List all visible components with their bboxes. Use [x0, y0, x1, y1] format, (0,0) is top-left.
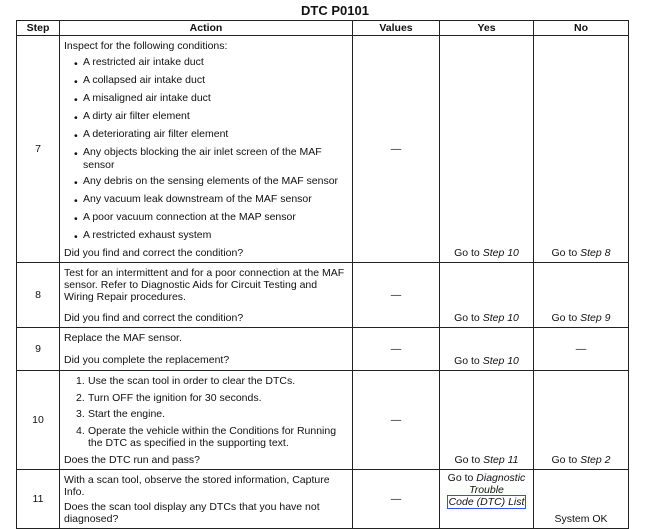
header-action: Action — [60, 21, 353, 36]
values-cell: — — [353, 469, 440, 528]
dtc-list-link[interactable]: Code (DTC) List — [448, 495, 525, 508]
yes-step-link[interactable]: Step 10 — [482, 355, 519, 367]
bullet-icon: • — [74, 213, 78, 225]
action-cell — [60, 36, 353, 263]
yes-cell: Go to Step 11 — [440, 371, 534, 470]
action-cell — [60, 469, 353, 528]
step-number: 10 — [17, 371, 60, 470]
action-cell — [60, 263, 353, 328]
values-cell: — — [353, 36, 440, 263]
list-item-text: A collapsed air intake duct — [83, 74, 205, 86]
list-number: 4. — [76, 424, 85, 437]
header-row — [17, 21, 629, 36]
list-item-text: A restricted exhaust system — [83, 229, 212, 241]
bullet-icon: • — [74, 94, 78, 106]
action-question: Did you find and correct the condition? — [64, 312, 244, 324]
no-cell: Go to Step 8 — [534, 36, 629, 263]
list-item — [64, 126, 348, 144]
list-item — [64, 144, 348, 173]
no-step-link[interactable]: Step 8 — [580, 247, 611, 259]
action-cell — [60, 328, 353, 371]
yes-cell: Go to Step 10 — [440, 36, 534, 263]
action-intro: Inspect for the following conditions: — [64, 40, 228, 52]
bullet-icon: • — [74, 58, 78, 70]
values-cell: — — [353, 328, 440, 371]
list-item-text: A misaligned air intake duct — [83, 92, 211, 104]
list-item — [64, 90, 348, 108]
bullet-icon: • — [74, 148, 78, 160]
list-item — [64, 390, 348, 407]
bullet-icon: • — [74, 130, 78, 142]
yes-cell: Go to Step 10 — [440, 328, 534, 371]
list-item-text: A poor vacuum connection at the MAP sensor — [83, 211, 296, 223]
step-number: 11 — [17, 469, 60, 528]
list-number: 3. — [76, 408, 85, 420]
step-number: 8 — [17, 263, 60, 328]
list-item — [64, 227, 348, 245]
list-item — [64, 173, 348, 191]
no-cell: System OK — [534, 469, 629, 528]
yes-step-link[interactable]: Step 10 — [482, 312, 519, 324]
list-item-text: A restricted air intake duct — [83, 56, 204, 68]
no-cell: Go to Step 9 — [534, 263, 629, 328]
table-row — [17, 371, 629, 470]
list-item-text: Turn OFF the ignition for 30 seconds. — [88, 391, 262, 404]
bullet-icon: • — [74, 177, 78, 189]
list-item-text: Use the scan tool in order to clear the DTCs. — [88, 375, 296, 387]
list-item-text: A dirty air filter element — [83, 110, 190, 122]
no-cell: — — [534, 328, 629, 371]
action-question: Does the scan tool display any DTCs that you have not diagnosed? — [64, 500, 320, 525]
no-step-link[interactable]: Step 2 — [580, 453, 611, 466]
step-number: 7 — [17, 36, 60, 263]
bullet-icon: • — [74, 112, 78, 124]
action-question: Did you complete the replacement? — [64, 354, 230, 366]
table-row — [17, 328, 629, 371]
list-item — [64, 209, 348, 227]
action-intro: With a scan tool, observe the stored information, Capture Info. — [64, 473, 330, 498]
yes-cell: Go to Step 10 — [440, 263, 534, 328]
header-yes: Yes — [440, 21, 534, 36]
yes-step-link[interactable]: Step 11 — [483, 453, 519, 466]
bullet-icon: • — [74, 231, 78, 243]
list-number: 1. — [76, 375, 85, 387]
yes-step-link[interactable]: Step 10 — [482, 247, 519, 259]
header-step: Step — [17, 21, 60, 36]
list-item — [64, 423, 348, 452]
table-row — [17, 263, 629, 328]
list-item-text: Any vacuum leak downstream of the MAF sensor — [83, 193, 312, 205]
dtc-list-link-text[interactable]: Diagnostic Trouble — [469, 471, 526, 496]
bullet-icon: • — [74, 76, 78, 88]
list-item-text: Any debris on the sensing elements of the MAF sensor — [83, 175, 339, 187]
action-intro: Replace the MAF sensor. — [64, 332, 182, 344]
list-item — [64, 72, 348, 90]
dtc-table — [16, 20, 629, 529]
list-number: 2. — [76, 391, 85, 404]
list-item — [64, 54, 348, 72]
bullet-icon: • — [74, 195, 78, 207]
action-question: Did you find and correct the condition? — [64, 247, 244, 259]
list-item-text: Operate the vehicle within the Conditions for Running the DTC as specified in the supporting text. — [88, 424, 337, 449]
list-item-text: A deteriorating air filter element — [83, 128, 229, 140]
header-values: Values — [353, 21, 440, 36]
list-item-text: Any objects blocking the air inlet screen of the MAF sensor — [83, 146, 322, 171]
list-item — [64, 406, 348, 423]
list-item — [64, 373, 348, 390]
header-no: No — [534, 21, 629, 36]
values-cell: — — [353, 371, 440, 470]
action-intro: Test for an intermittent and for a poor connection at the MAF sensor. Refer to Diagnostic Aids for Circuit Testing and Wiring Repair procedures. — [64, 267, 345, 303]
list-item — [64, 191, 348, 209]
no-step-link[interactable]: Step 9 — [580, 312, 611, 324]
list-item-text: Start the engine. — [88, 408, 166, 420]
table-row — [17, 469, 629, 528]
table-row — [17, 36, 629, 263]
yes-cell: Go to Diagnostic Trouble Code (DTC) List — [440, 469, 534, 528]
values-cell: — — [353, 263, 440, 328]
list-item — [64, 108, 348, 126]
step-number: 9 — [17, 328, 60, 371]
action-cell — [60, 371, 353, 470]
page-title: DTC P0101 — [301, 3, 369, 18]
no-cell: Go to Step 2 — [534, 371, 629, 470]
action-question: Does the DTC run and pass? — [64, 453, 200, 466]
